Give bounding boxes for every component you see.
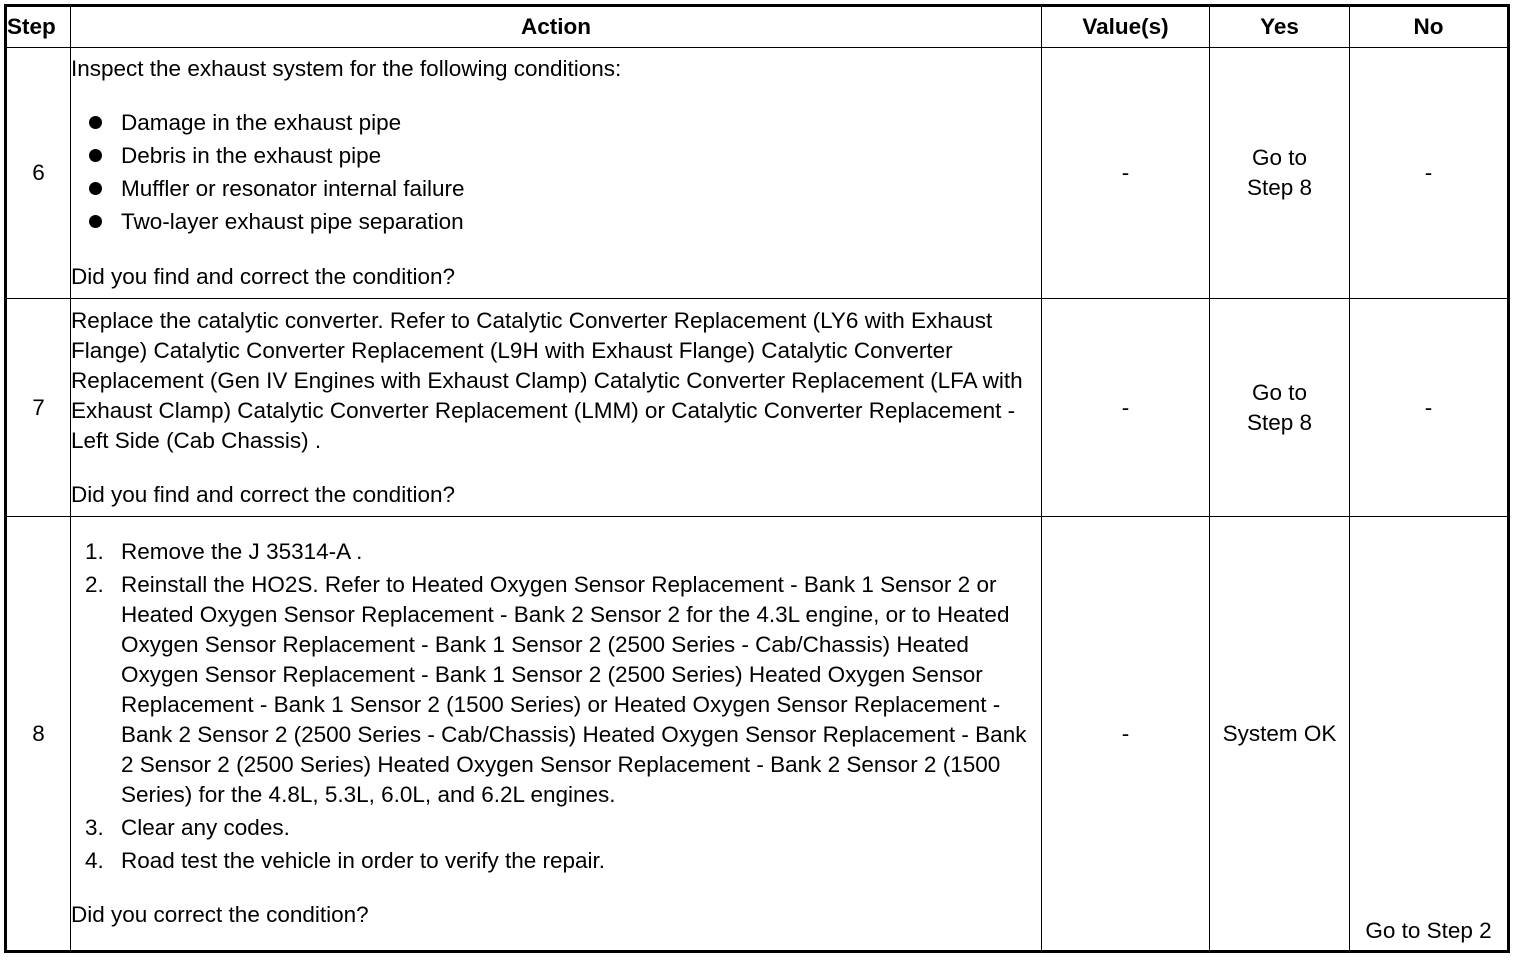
list-item-text: Debris in the exhaust pipe <box>121 143 382 168</box>
list-item <box>71 106 1041 139</box>
action-question: Did you correct the condition? <box>71 902 369 927</box>
value-cell: - <box>1042 299 1210 517</box>
header-row <box>7 7 1508 48</box>
diagnostic-table <box>6 6 1508 951</box>
table-row-step-6 <box>7 48 1508 299</box>
list-item-text: Reinstall the HO2S. Refer to Heated Oxygen Sensor Replacement - Bank 1 Sensor 2 or Heated Oxygen Sensor Replacement - Bank 2 Sensor 2 for the 4.3L engine, or to Heated Oxygen Sensor Replacement - Bank 1 Sensor 2 (2500 Series - Cab/Chassis) Heated Oxygen Sensor Replacement - Bank 1 Sensor 2 (2500 Series) Heated Oxygen Sensor Replacement - Bank 1 Sensor 2 (1500 Series) or Heated Oxygen Sensor Replacement - Bank 2 Sensor 2 (2500 Series - Cab/Chassis) Heated Oxygen Sensor Replacement - Bank 2 Sensor 2 (2500 Series) Heated Oxygen Sensor Replacement - Bank 2 Sensor 2 (1500 Series) for the 4.8L, 5.3L, 6.0L, and 6.2L engines. <box>121 572 1027 807</box>
list-item-number: 3. <box>85 815 104 840</box>
action-question: Did you find and correct the condition? <box>71 481 455 507</box>
bullet-icon <box>89 215 102 228</box>
list-item-text: Clear any codes. <box>121 815 290 840</box>
yes-goto-label: Go to <box>1251 145 1308 170</box>
procedure-list <box>71 537 1041 876</box>
action-intro: Inspect the exhaust system for the following conditions: <box>71 56 622 81</box>
bullet-icon <box>89 149 102 162</box>
action-cell <box>71 48 1042 299</box>
action-cell <box>71 299 1042 517</box>
value-cell: - <box>1042 517 1210 951</box>
table-row-step-7 <box>7 299 1508 517</box>
step-number: 8 <box>7 517 71 951</box>
bullet-icon <box>89 182 102 195</box>
table-row-step-8 <box>7 517 1508 951</box>
list-item-text: Damage in the exhaust pipe <box>121 110 402 135</box>
header-step: Step <box>7 7 71 48</box>
action-cell <box>71 517 1042 951</box>
yes-cell <box>1210 48 1350 299</box>
action-intro: Replace the catalytic converter. Refer to Catalytic Converter Replacement (LY6 with Exhaust Flange) Catalytic Converter Replacement (L9H with Exhaust Flange) Catalytic Converter Replacement (Gen IV Engines with Exhaust Clamp) Catalytic Converter Replacement (LFA with Exhaust Clamp) Catalytic Converter Replacement (LMM) or Catalytic Converter Replacement - Left Side (Cab Chassis) . <box>71 307 1023 453</box>
list-item <box>71 813 1041 843</box>
list-item-number: 2. <box>85 572 104 597</box>
step-number: 7 <box>7 299 71 517</box>
value-cell: - <box>1042 48 1210 299</box>
list-item-text: Road test the vehicle in order to verify the repair. <box>121 848 606 873</box>
action-question: Did you find and correct the condition? <box>71 264 455 289</box>
list-item-number: 4. <box>85 848 104 873</box>
yes-goto-label: Go to <box>1251 379 1308 405</box>
list-item <box>71 570 1041 810</box>
yes-cell <box>1210 299 1350 517</box>
list-item <box>71 537 1041 567</box>
yes-goto-step: Step 8 <box>1246 409 1313 435</box>
bullet-icon <box>89 116 102 129</box>
header-values: Value(s) <box>1042 7 1210 48</box>
list-item-text: Muffler or resonator internal failure <box>121 176 465 201</box>
yes-goto-step: Step 8 <box>1246 175 1313 200</box>
list-item <box>71 846 1041 876</box>
list-item-text: Two-layer exhaust pipe separation <box>121 209 464 234</box>
no-cell: - <box>1350 48 1508 299</box>
list-item <box>71 172 1041 205</box>
header-action: Action <box>71 7 1042 48</box>
condition-list <box>71 106 1041 238</box>
header-no: No <box>1350 7 1508 48</box>
step-number: 6 <box>7 48 71 299</box>
list-item <box>71 205 1041 238</box>
header-yes: Yes <box>1210 7 1350 48</box>
list-item <box>71 139 1041 172</box>
yes-cell: System OK <box>1210 517 1350 951</box>
no-cell: - <box>1350 299 1508 517</box>
list-item-number: 1. <box>85 539 104 564</box>
list-item-text: Remove the J 35314-A . <box>121 539 363 564</box>
no-cell: Go to Step 2 <box>1350 517 1508 951</box>
